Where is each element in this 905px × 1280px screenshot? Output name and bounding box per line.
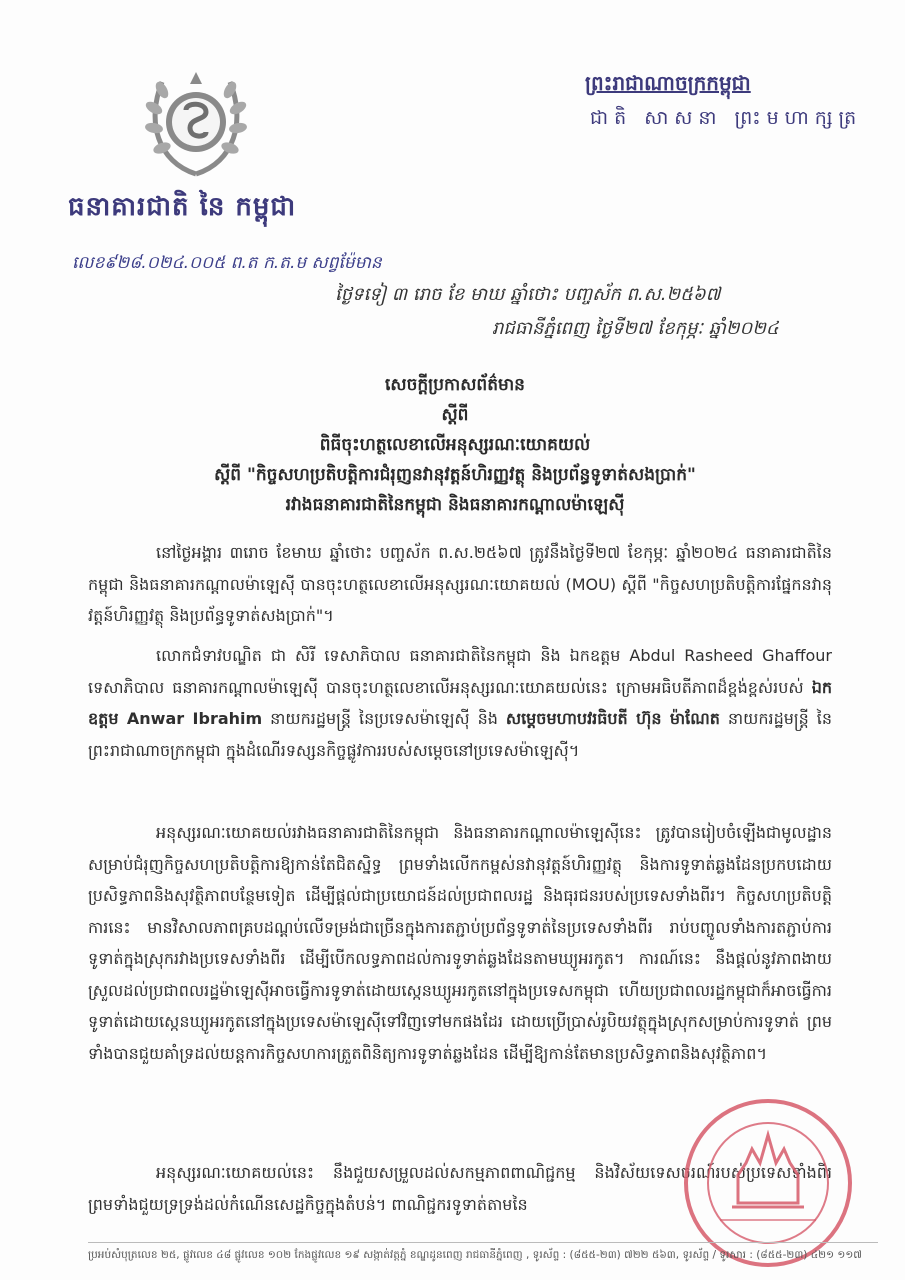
- footer-address: ប្រអប់សំបុត្រលេខ ២៥, ផ្លូវលេខ ៤៨ ផ្លូវលេខ ១០២ កែងផ្លូវលេខ ១៩ សង្កាត់វត្តភ្នំ ខណ្ឌដូនពេញ រាជធានីភ្នំពេញ , ទូរស័ព្ទ : (៨៥៥-២៣) ៧២២ ៥៦៣, ទូរស័ព្ទ / ទូរសារ : (៨៥៥-២៣) ៤២១ ១១៧: [88, 1242, 878, 1264]
- bank-name: ធនាគារជាតិ នៃ កម្ពុជា: [68, 192, 297, 222]
- malaysia-pm-name: ឯកឧត្តម Anwar Ibrahim: [88, 677, 832, 728]
- paragraph-4-text: អនុស្សរណៈយោគយល់នេះ នឹងជួយសម្រួលដល់សកម្មភាពពាណិជ្ជកម្ម និងវិស័យទេសចរណ៍របស់ប្រទេសទាំងពីរ ព្រមទាំងជួយទ្រទ្រង់ដល់កំណើនសេដ្ឋកិច្ចក្នុងតំបន់។ ពាណិជ្ជករទូទាត់តាមនៃ: [88, 1163, 832, 1214]
- title-line-1: សេចក្តីប្រកាសព័ត៌មាន: [385, 375, 525, 395]
- paragraph-2-text-c: នាយករដ្ឋមន្ត្រី នៃប្រទេសម៉ាឡេស៊ី និង: [270, 709, 498, 728]
- reference-number: លេខ៩២៨.០២៤.០០៥ ព.ត ក.ត.ម សព្វម៉ែមាន: [72, 253, 382, 273]
- title-line-2: ស្តីពី: [441, 405, 469, 425]
- paragraph-2-text-e: នាយករដ្ឋមន្ត្រី នៃព្រះរាជាណាចក្រកម្ពុជា ក្នុងដំណើរទស្សនកិច្ចផ្លូវការរបស់សម្តេចនៅប្រទេសម៉ាឡេស៊ី។: [88, 709, 832, 760]
- kingdom-heading: ព្រះរាជាណាចក្រកម្ពុជា: [585, 71, 751, 95]
- title-line-3: ពិធីចុះហត្ថលេខាលើអនុស្សរណៈយោគយល់: [319, 435, 591, 455]
- paragraph-2: [88, 640, 832, 766]
- title-line-4: ស្តីពី "កិច្ចសហប្រតិបត្តិការជំរុញនវានុវត្តន៍ហិរញ្ញវត្ថុ និងប្រព័ន្ធទូទាត់សងប្រាក់": [214, 465, 696, 485]
- cambodia-pm-name: សម្តេចមហាបវរធិបតី ហ៊ុន ម៉ាណែត: [505, 709, 720, 728]
- title-line-5: រវាងធនាគារជាតិនៃកម្ពុជា និងធនាគារកណ្តាលម៉ាឡេស៊ី: [285, 495, 625, 515]
- solar-date: រាជធានីភ្នំពេញ ថ្ងៃទី២៧ ខែកុម្ភៈ ឆ្នាំ២០២៤: [492, 318, 779, 339]
- announcement-title-block: [60, 370, 850, 520]
- paragraph-3-text: អនុស្សរណៈយោគយល់រវាងធនាគារជាតិនៃកម្ពុជា និងធនាគារកណ្តាលម៉ាឡេស៊ីនេះ ត្រូវបានរៀបចំឡើងជាមូលដ្ឋានសម្រាប់ជំរុញកិច្ចសហប្រតិបត្តិការឱ្យកាន់តែជិតស្និទ្ធ ព្រមទាំងលើកកម្ពស់នវានុវត្តន៍ហិរញ្ញវត្ថុ និងការទូទាត់ឆ្លងដែនប្រកបដោយប្រសិទ្ធភាពនិងសុវត្ថិភាពបន្ថែមទៀត ដើម្បីផ្តល់ជាប្រយោជន៍ដល់ប្រជាពលរដ្ឋ និងធុរជនរបស់ប្រទេសទាំងពីរ។ កិច្ចសហប្រតិបត្តិការនេះ មានវិសាលភាពគ្របដណ្តប់លើទម្រង់ជាច្រើនក្នុងការតភ្ជាប់ប្រព័ន្ធទូទាត់នៃប្រទេសទាំងពីរ រាប់បញ្ចូលទាំងការតភ្ជាប់ការទូទាត់ក្នុងស្រុករវាងប្រទេសទាំងពីរ ដើម្បីបើកលទ្ធភាពដល់ការទូទាត់ឆ្លងដែនតាមឃ្យូអរកូត។ ការណ៍នេះ នឹងផ្តល់នូវភាពងាយស្រួលដល់ប្រជាពលរដ្ឋម៉ាឡេស៊ីអាចធ្វើការទូទាត់ដោយស្កេនឃ្យូអរកូតនៅក្នុងប្រទេសកម្ពុជា ហើយប្រជាពលរដ្ឋកម្ពុជាក៏អាចធ្វើការទូទាត់ដោយស្កេនឃ្យូអរកូតនៅក្នុងប្រទេសម៉ាឡេស៊ីទៅវិញទៅមកផងដែរ ដោយប្រើប្រាស់រូបិយវត្ថុក្នុងស្រុកសម្រាប់ការទូទាត់ ព្រមទាំងបានជួយគាំទ្រដល់យន្តការកិច្ចសហការត្រួតពិនិត្យការទូទាត់ឆ្លងដែន ដើម្បីឱ្យកាន់តែមានប្រសិទ្ធភាពនិងសុវត្ថិភាព។: [88, 823, 832, 1063]
- lunar-date: ថ្ងៃទទៀ ៣ រោច ខែ មាឃ ឆ្នាំថោះ បញ្ចស័ក ព.ស.២៥៦៧: [335, 284, 721, 305]
- national-motto: ជាតិ សាសនា ព្រះមហាក្សត្រ: [590, 107, 863, 129]
- paragraph-2-text-a: លោកជំទាវបណ្ឌិត ជា សិរី ទេសាភិបាល ធនាគារជាតិនៃកម្ពុជា និង ឯកឧត្តម Abdul Rasheed Ghaffour ទេសាភិបាល ធនាគារកណ្តាលម៉ាឡេស៊ី បានចុះហត្ថលេខាលើអនុស្សរណៈយោគយល់នេះ ក្រោមអធិបតីភាពដ៏ខ្ពង់ខ្ពស់របស់: [88, 646, 832, 697]
- paragraph-1: [88, 537, 832, 632]
- paragraph-3: [88, 817, 832, 1069]
- paragraph-1-text: នៅថ្ងៃអង្គារ ៣រោច ខែមាឃ ឆ្នាំថោះ បញ្ចស័ក ព.ស.២៥៦៧ ត្រូវនឹងថ្ងៃទី២៧ ខែកុម្ភៈ ឆ្នាំ២០២៤ ធនាគារជាតិនៃកម្ពុជា និងធនាគារកណ្តាលម៉ាឡេស៊ី បានចុះហត្ថលេខាលើអនុស្សរណៈយោគយល់ (MOU) ស្តីពី "កិច្ចសហប្រតិបត្តិការផ្នែកនវានុវត្តន៍ហិរញ្ញវត្ថុ និងប្រព័ន្ធទូទាត់សងប្រាក់"។: [88, 543, 832, 625]
- bank-logo: [140, 62, 252, 184]
